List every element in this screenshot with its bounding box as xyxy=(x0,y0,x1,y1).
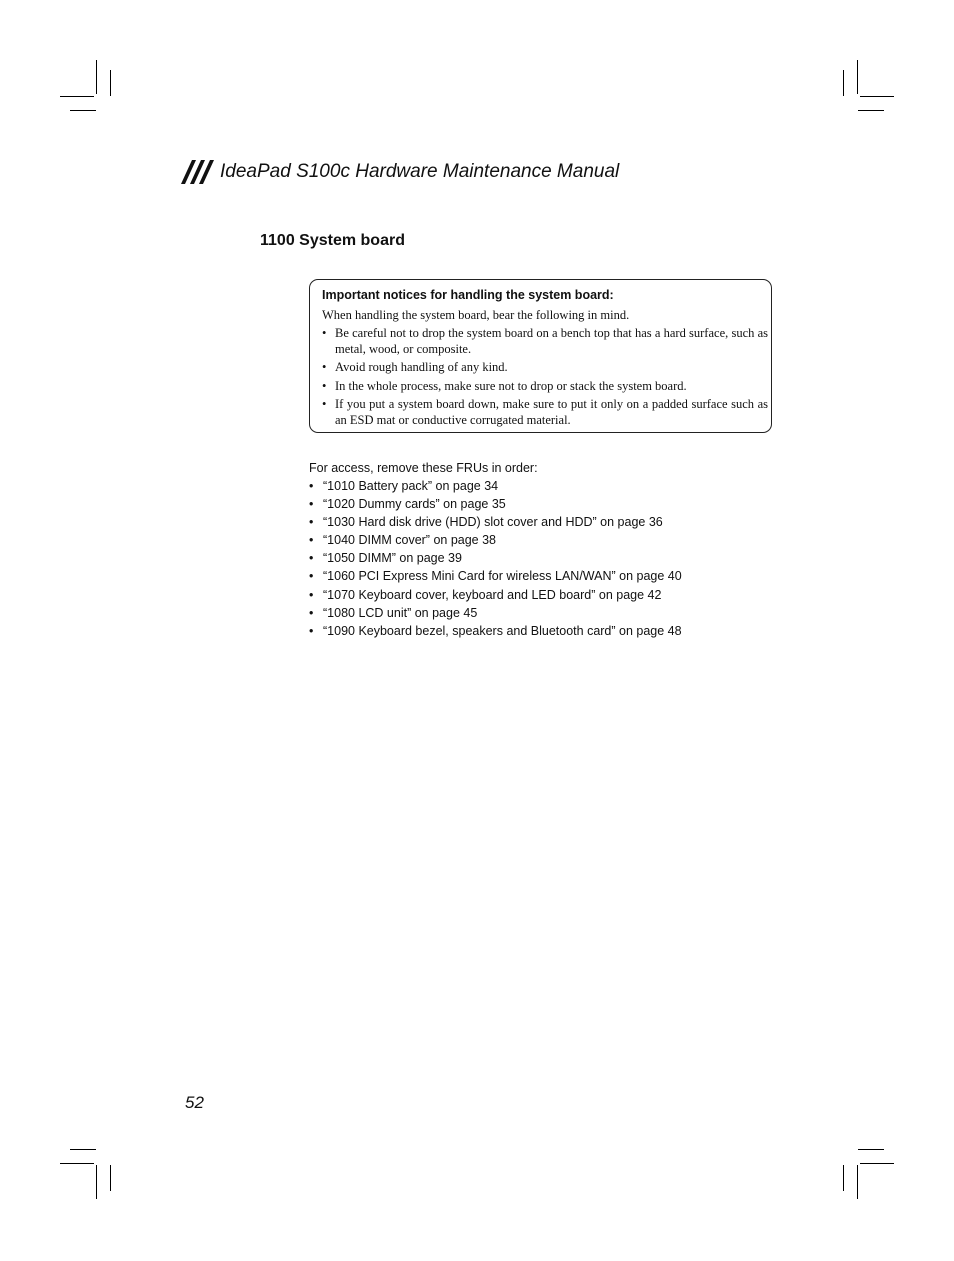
fru-link[interactable]: “1020 Dummy cards” on page 35 xyxy=(323,497,506,512)
fru-list-item xyxy=(309,550,682,566)
notice-item xyxy=(322,379,768,395)
bullet: • xyxy=(309,569,314,584)
notice-list xyxy=(322,326,768,428)
fru-link[interactable]: “1030 Hard disk drive (HDD) slot cover and HDD” on page 36 xyxy=(323,515,663,530)
notice-item-text: In the whole process, make sure not to drop or stack the system board. xyxy=(335,378,687,393)
fru-list-item xyxy=(309,496,682,512)
fru-list-item xyxy=(309,587,682,603)
page-header xyxy=(180,158,619,186)
bullet: • xyxy=(309,515,314,530)
section-title: 1100 System board xyxy=(260,232,405,249)
notice-item xyxy=(322,397,768,428)
fru-link[interactable]: “1070 Keyboard cover, keyboard and LED board” on page 42 xyxy=(323,587,662,602)
crop-mark xyxy=(96,60,97,94)
notice-item xyxy=(322,360,768,376)
document-title: IdeaPad S100c Hardware Maintenance Manual xyxy=(220,161,620,182)
fru-link[interactable]: “1010 Battery pack” on page 34 xyxy=(323,479,499,493)
crop-mark xyxy=(96,1165,97,1199)
bullet: • xyxy=(309,497,314,512)
bullet: • xyxy=(309,587,314,602)
bullet: • xyxy=(309,479,314,493)
page-number: 52 xyxy=(185,1093,204,1112)
crop-mark xyxy=(857,1165,858,1199)
crop-mark xyxy=(110,1165,111,1191)
bullet: • xyxy=(309,605,314,620)
crop-mark xyxy=(858,1149,884,1150)
notice-box xyxy=(309,279,772,433)
crop-mark xyxy=(857,60,858,94)
crop-mark xyxy=(843,70,844,96)
fru-link[interactable]: “1080 LCD unit” on page 45 xyxy=(323,605,478,620)
fru-list-item xyxy=(309,568,682,584)
bullet: • xyxy=(309,533,314,548)
fru-link[interactable]: “1060 PCI Express Mini Card for wireless LAN/WAN” on page 40 xyxy=(323,569,682,584)
crop-mark xyxy=(70,1149,96,1150)
access-section xyxy=(309,460,682,641)
fru-list-item xyxy=(309,514,682,530)
fru-list xyxy=(309,478,682,639)
notice-item-text: Avoid rough handling of any kind. xyxy=(335,360,508,374)
crop-mark xyxy=(860,1163,894,1164)
fru-list-item xyxy=(309,623,682,639)
crop-mark xyxy=(70,110,96,111)
crop-mark xyxy=(858,110,884,111)
bullet: • xyxy=(322,378,327,393)
crop-mark xyxy=(60,96,94,97)
access-intro: For access, remove these FRUs in order: xyxy=(309,461,538,475)
crop-mark xyxy=(110,70,111,96)
fru-link[interactable]: “1090 Keyboard bezel, speakers and Bluetooth card” on page 48 xyxy=(323,623,682,638)
notice-item xyxy=(322,326,768,357)
notice-item-text: Be careful not to drop the system board on a bench top that has a hard surface, such as metal, wood, or composite. xyxy=(335,326,768,356)
crop-mark xyxy=(860,96,894,97)
notice-item-text: If you put a system board down, make sure to put it only on a padded surface such as an ESD mat or conductive corrugated material. xyxy=(335,397,768,427)
crop-mark xyxy=(60,1163,94,1164)
fru-list-item xyxy=(309,605,682,621)
bullet: • xyxy=(309,623,314,638)
triple-slash-logo-icon xyxy=(180,159,216,185)
bullet: • xyxy=(309,551,314,566)
bullet: • xyxy=(322,360,327,374)
notice-title: Important notices for handling the system board: xyxy=(322,288,614,302)
notice-intro: When handling the system board, bear the following in mind. xyxy=(322,308,630,322)
fru-list-item xyxy=(309,478,682,494)
bullet: • xyxy=(322,397,327,411)
fru-link[interactable]: “1040 DIMM cover” on page 38 xyxy=(323,533,497,548)
crop-mark xyxy=(843,1165,844,1191)
fru-list-item xyxy=(309,532,682,548)
fru-link[interactable]: “1050 DIMM” on page 39 xyxy=(323,551,462,566)
bullet: • xyxy=(322,326,327,340)
